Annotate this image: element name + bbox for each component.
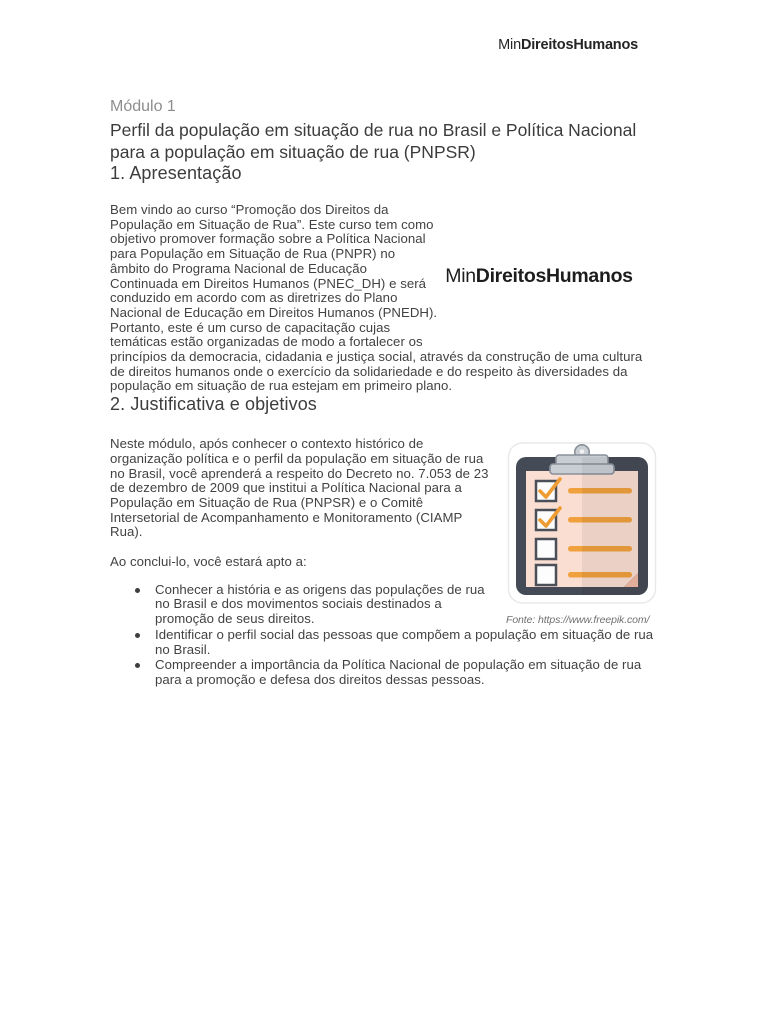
section-2-body <box>110 437 658 688</box>
inline-logo-bold-part: DireitosHumanos <box>475 265 633 287</box>
objective-bullet-item: Conhecer a história e as origens das populações de rua no Brasil e dos movimentos sociais destinados a promoção de seus direitos. <box>110 583 658 627</box>
shading-overlay <box>582 457 648 595</box>
logo-prefix: Min <box>498 37 521 53</box>
section-1-body <box>110 203 658 394</box>
inline-ministry-logo <box>445 265 632 288</box>
page-title: Perfil da população em situação de rua no Brasil e Política Nacional para a população em situação de rua (PNPSR) <box>110 120 637 162</box>
clip-knob-hole <box>580 449 585 454</box>
objective-bullet-item: Compreender a importância da Política Nacional de população em situação de rua para a promoção e defesa dos direitos dessas pessoas. <box>110 658 658 687</box>
section-2-paragraph: Neste módulo, após conhecer o contexto histórico de organização política e o perfil da população em situação de rua no Brasil, você aprenderá a respeito do Decreto no. 7.053 de 23 de dezembro de 2009 que institui a Política Nacional para a População em Situação de Rua (PNPSR) e o Comitê Intersetorial de Acompanhamento e Monitoramento (CIAMP Rua). <box>110 436 489 540</box>
section-2-heading: 2. Justificativa e objetivos <box>110 394 317 415</box>
logo-bold-part: DireitosHumanos <box>520 37 638 53</box>
objectives-list <box>110 583 658 688</box>
module-kicker: Módulo 1 <box>110 98 176 115</box>
checkbox-3 <box>536 539 556 559</box>
section-1-paragraph: Bem vindo ao curso “Promoção dos Direitos da População em Situação de Rua”. Este curso tem como objetivo promover formação sobre a Política Nacional para População em Situação de Rua (PNPR) no âmbito do Programa Nacional de Educação Continuada em Direitos Humanos (PNEC_DH) e será conduzido em acordo com as diretrizes do Plano Nacional de Educação em Direitos Humanos (PNEDH). Portanto, este é um curso de capacitação cujas temáticas estão organizadas de modo a fortalecer os princípios da democracia, cidadania e justiça social, através da construção de uma cultura de direitos humanos onde o exercício da solidariedade e do respeito às diversidades da população em situação de rua estejam em primeiro plano. <box>110 202 643 394</box>
document-content <box>110 97 658 689</box>
section-1-heading: 1. Apresentação <box>110 163 242 183</box>
inline-ministry-logo-box <box>438 203 658 350</box>
inline-logo-prefix: Min <box>445 265 476 287</box>
objective-bullet-item: Identificar o perfil social das pessoas que compõem a população em situação de rua no Brasil. <box>110 628 658 657</box>
header-ministry-logo <box>498 37 638 53</box>
figure-caption: Fonte: https://www.freepik.com/ <box>506 614 650 627</box>
objectives-lead-in: Ao conclui-lo, você estará apto a: <box>110 554 307 570</box>
